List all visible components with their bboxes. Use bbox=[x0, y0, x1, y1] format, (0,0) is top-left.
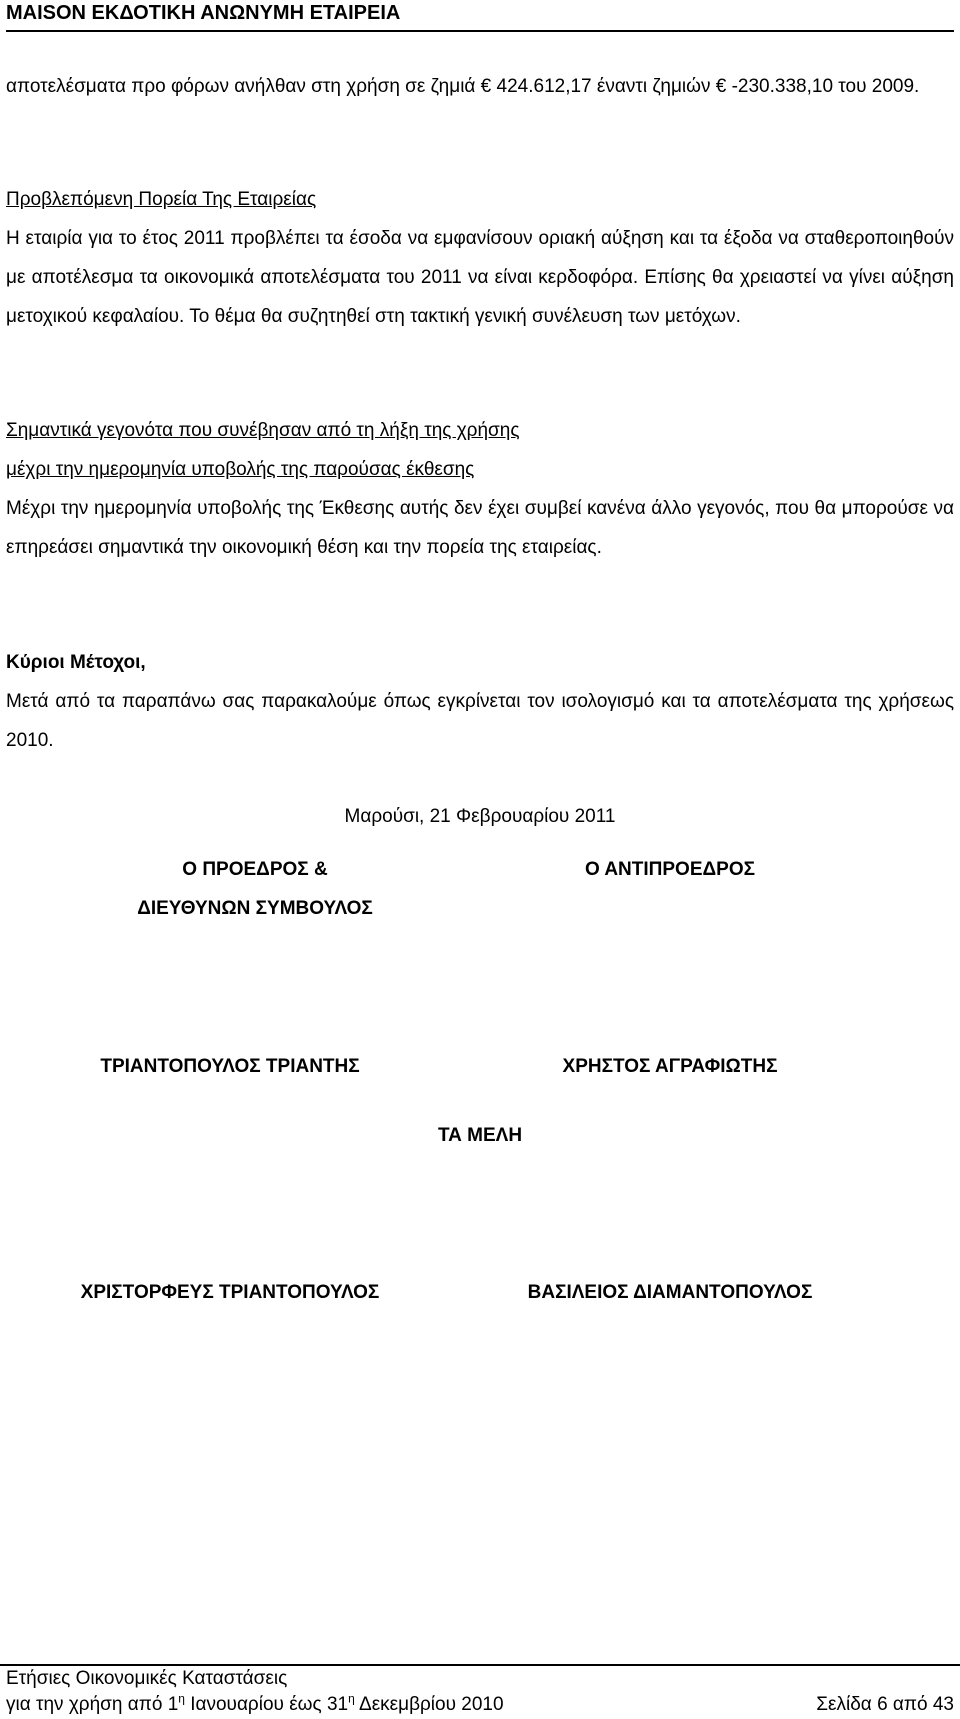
events-heading-line1: Σημαντικά γεγονότα που συνέβησαν από τη λήξη της χρήσης bbox=[6, 420, 520, 441]
member2-name: ΒΑΣΙΛΕΙΟΣ ΔΙΑΜΑΝΤΟΠΟΥΛΟΣ bbox=[527, 1282, 813, 1303]
company-name: MAISON ΕΚΔΟΤΙΚΗ ΑΝΩΝΥΜΗ ΕΤΑΙΡΕΙΑ bbox=[6, 2, 401, 24]
header-rule bbox=[6, 30, 954, 32]
member1-name: ΧΡΙΣΤΟΡΦΕΥΣ ΤΡΙΑΝΤΟΠΟΥΛΟΣ bbox=[80, 1282, 380, 1303]
closing-body: Μετά από τα παραπάνω σας παρακαλούμε όπως εγκρίνεται τον ισολογισμό και τα αποτελέσματα της χρήσεως 2010. bbox=[6, 691, 954, 751]
results-paragraph: αποτελέσματα προ φόρων ανήλθαν στη χρήση σε ζημιά € 424.612,17 έναντι ζημιών € -230.338,10 του 2009. bbox=[6, 76, 920, 97]
footer-period-line bbox=[6, 1692, 954, 1718]
chair-title-line1: Ο ΠΡΟΕΔΡΟΣ & bbox=[182, 859, 328, 880]
events-heading-line2: μέχρι την ημερομηνία υποβολής της παρούσας έκθεσης bbox=[6, 459, 475, 480]
vice-name: ΧΡΗΣΤΟΣ ΑΓΡΑΦΙΩΤΗΣ bbox=[562, 1056, 778, 1077]
document-header bbox=[6, 0, 954, 36]
chair-name: ΤΡΙΑΝΤΟΠΟΥΛΟΣ ΤΡΙΑΝΤΗΣ bbox=[100, 1056, 360, 1077]
outlook-body: Η εταιρία για το έτος 2011 προβλέπει τα έσοδα να εμφανίσουν οριακή αύξηση και τα έξοδα να σταθεροποιηθούν με αποτέλεσμα τα οικονομικά αποτελέσματα του 2011 να είναι κερδοφόρα. Επίσης θα χρειαστεί να γίνει αύξηση μετοχικού κεφαλαίου. Το θέμα θα συζητηθεί στη τακτική γενική συνέλευση των μετόχων. bbox=[6, 228, 954, 327]
events-body: Μέχρι την ημερομηνία υποβολής της Έκθεσης αυτής δεν έχει συμβεί κανένα άλλο γεγονός, που θα μπορούσε να επηρεάσει σημαντικά την οικονομική θέση και την πορεία της εταιρείας. bbox=[6, 498, 954, 558]
vice-title: Ο ΑΝΤΙΠΡΟΕΔΡΟΣ bbox=[584, 859, 756, 880]
page-number: Σελίδα 6 από 43 bbox=[816, 1694, 954, 1715]
footer-period: για την χρήση από $1^\eta$ Ιανουαρίου έως $31^\eta$ Δεκεμβρίου 2010 bbox=[6, 1691, 504, 1715]
outlook-heading: Προβλεπόμενη Πορεία Της Εταιρείας bbox=[6, 189, 317, 210]
footer-title: Ετήσιες Οικονομικές Καταστάσεις bbox=[6, 1668, 288, 1689]
salutation: Κύριοι Μέτοχοι, bbox=[6, 652, 146, 673]
members-title: ΤΑ ΜΕΛΗ bbox=[437, 1125, 523, 1146]
place-date: Μαρούσι, 21 Φεβρουαρίου 2011 bbox=[344, 806, 616, 827]
chair-title-line2: ΔΙΕΥΘΥΝΩΝ ΣΥΜΒΟΥΛΟΣ bbox=[137, 898, 373, 919]
